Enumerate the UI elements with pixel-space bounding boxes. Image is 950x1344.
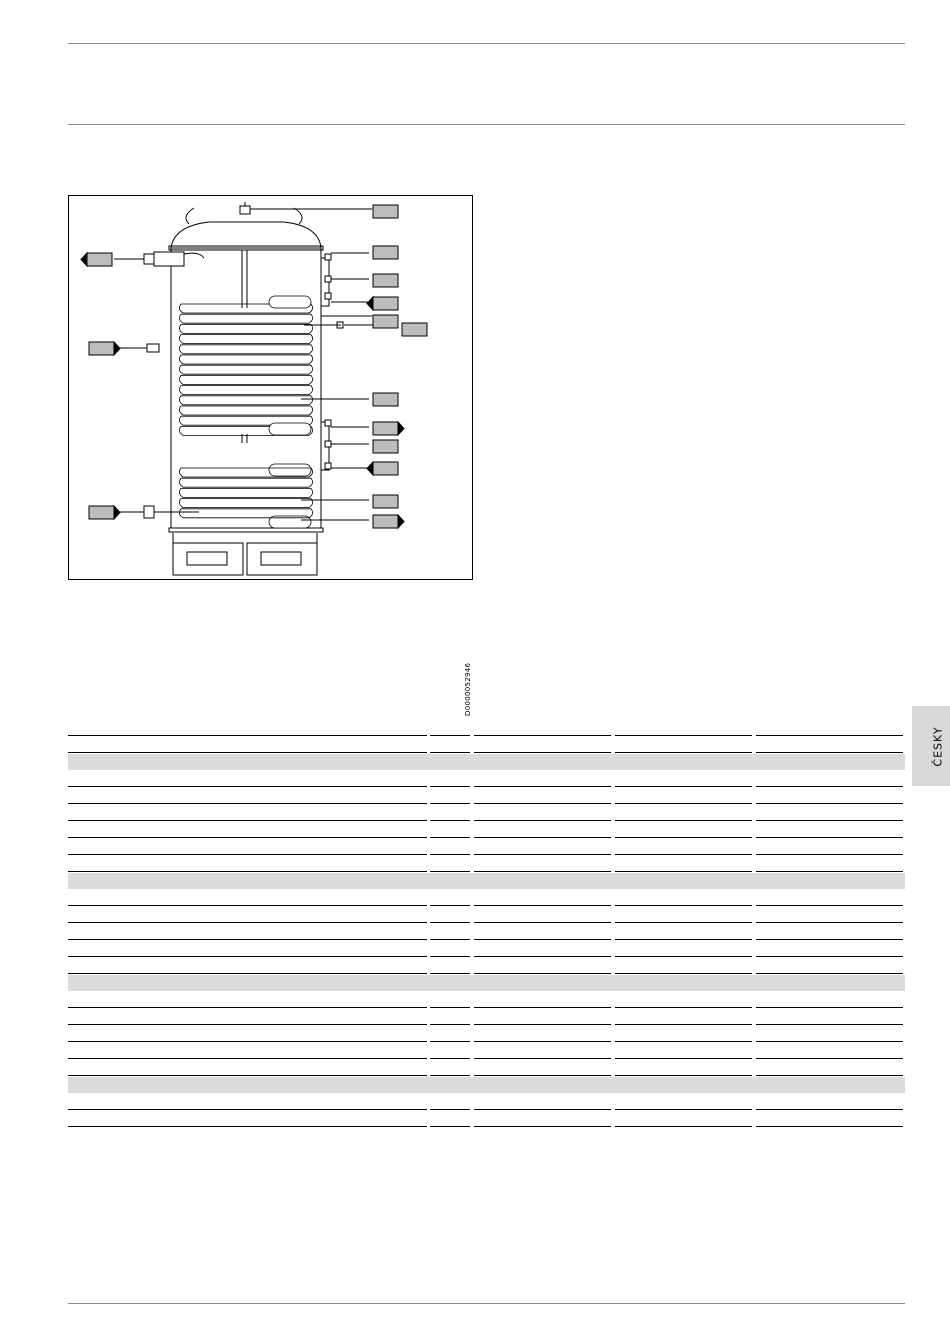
- drawing-code: D0000052946: [464, 662, 472, 716]
- table-section-row: [68, 754, 905, 771]
- flow-arrow-icon: [398, 422, 404, 435]
- technical-data-table: [68, 720, 905, 1128]
- table-cell: [430, 788, 470, 804]
- table-cell: [474, 1009, 611, 1025]
- table-row: [68, 941, 905, 958]
- table-cell: [68, 822, 427, 838]
- table-cell: [68, 958, 427, 974]
- table-cell: [756, 992, 903, 1008]
- table-cell: [430, 890, 470, 906]
- table-cell: [615, 720, 752, 736]
- figure-label-box: [89, 342, 114, 355]
- table-cell: [756, 771, 903, 787]
- table-section-row: [68, 873, 905, 890]
- figure-label-box: [373, 205, 398, 218]
- header-rule: [68, 124, 905, 125]
- table-cell: [474, 941, 611, 957]
- table-section-row: [68, 1077, 905, 1094]
- table-cell: [756, 1111, 903, 1127]
- table-cell: [68, 1043, 427, 1059]
- table-cell: [615, 805, 752, 821]
- table-cell: [615, 1026, 752, 1042]
- table-cell: [474, 958, 611, 974]
- table-cell: [615, 1043, 752, 1059]
- table-cell: [756, 1009, 903, 1025]
- table-cell: [474, 720, 611, 736]
- figure-label-box: [373, 393, 398, 406]
- table-cell: [68, 805, 427, 821]
- section-band: [68, 873, 905, 889]
- table-cell: [474, 992, 611, 1008]
- table-cell: [615, 1009, 752, 1025]
- table-cell: [68, 1060, 427, 1076]
- tank-diagram: [68, 195, 473, 716]
- section-band: [68, 754, 905, 770]
- table-cell: [615, 890, 752, 906]
- flow-arrow-icon: [114, 506, 120, 519]
- coil-connection: [269, 423, 311, 435]
- table-row: [68, 1111, 905, 1128]
- table-cell: [615, 1111, 752, 1127]
- table-cell: [756, 805, 903, 821]
- table-cell: [615, 822, 752, 838]
- table-cell: [68, 907, 427, 923]
- table-cell: [756, 737, 903, 753]
- flow-arrow-icon: [398, 515, 404, 528]
- table-cell: [615, 839, 752, 855]
- figure-label-box: [402, 323, 427, 336]
- tank-drawing: [69, 196, 474, 581]
- flow-arrow-icon: [114, 342, 120, 355]
- language-tab[interactable]: [912, 706, 950, 786]
- flow-arrow-icon: [367, 297, 373, 310]
- table-cell: [474, 737, 611, 753]
- figure-label-box: [373, 515, 398, 528]
- figure-label-box: [373, 422, 398, 435]
- table-cell: [474, 805, 611, 821]
- table-cell: [615, 958, 752, 974]
- table-cell: [68, 737, 427, 753]
- table-cell: [68, 941, 427, 957]
- table-cell: [474, 1026, 611, 1042]
- figure-label-box: [373, 462, 398, 475]
- table-row: [68, 1043, 905, 1060]
- table-cell: [430, 822, 470, 838]
- table-cell: [756, 958, 903, 974]
- table-cell: [474, 924, 611, 940]
- table-cell: [615, 992, 752, 1008]
- table-row: [68, 856, 905, 873]
- table-cell: [615, 924, 752, 940]
- table-cell: [430, 1111, 470, 1127]
- table-cell: [756, 822, 903, 838]
- table-row: [68, 924, 905, 941]
- figure-label-box: [373, 297, 398, 310]
- figure-label-box: [87, 253, 112, 266]
- table-section-row: [68, 975, 905, 992]
- table-cell: [756, 890, 903, 906]
- table-row: [68, 788, 905, 805]
- table-cell: [430, 1043, 470, 1059]
- language-tab-label: ČESKY: [931, 726, 945, 767]
- table-cell: [756, 1026, 903, 1042]
- table-cell: [68, 839, 427, 855]
- table-cell: [756, 839, 903, 855]
- table-cell: [68, 992, 427, 1008]
- figure-label-box: [373, 495, 398, 508]
- section-band: [68, 975, 905, 991]
- table-cell: [474, 1060, 611, 1076]
- table-cell: [68, 890, 427, 906]
- table-cell: [756, 1060, 903, 1076]
- table-cell: [615, 941, 752, 957]
- table-cell: [68, 720, 427, 736]
- table-cell: [474, 822, 611, 838]
- table-cell: [756, 1094, 903, 1110]
- flow-arrow-icon: [81, 253, 87, 266]
- table-cell: [430, 1026, 470, 1042]
- table-row: [68, 1026, 905, 1043]
- table-cell: [474, 771, 611, 787]
- table-cell: [756, 941, 903, 957]
- figure-label-box: [373, 246, 398, 259]
- flow-arrow-icon: [367, 462, 373, 475]
- table-cell: [68, 856, 427, 872]
- table-cell: [430, 1009, 470, 1025]
- table-cell: [430, 737, 470, 753]
- table-cell: [615, 1094, 752, 1110]
- table-row: [68, 890, 905, 907]
- section-band: [68, 1077, 905, 1093]
- table-cell: [615, 771, 752, 787]
- figure-label-box: [373, 315, 398, 328]
- table-cell: [756, 788, 903, 804]
- table-row: [68, 1009, 905, 1026]
- table-cell: [615, 1060, 752, 1076]
- table-cell: [474, 1111, 611, 1127]
- table-cell: [474, 1094, 611, 1110]
- table-cell: [68, 1009, 427, 1025]
- table-cell: [430, 958, 470, 974]
- table-cell: [756, 856, 903, 872]
- table-cell: [430, 941, 470, 957]
- table-row: [68, 805, 905, 822]
- table-cell: [68, 924, 427, 940]
- top-rule: [68, 43, 905, 44]
- table-cell: [474, 856, 611, 872]
- table-cell: [474, 788, 611, 804]
- table-cell: [430, 1094, 470, 1110]
- table-cell: [615, 856, 752, 872]
- table-header-row: [68, 720, 905, 737]
- table-cell: [756, 1043, 903, 1059]
- table-cell: [756, 720, 903, 736]
- table-row: [68, 958, 905, 975]
- table-cell: [430, 720, 470, 736]
- table-cell: [474, 890, 611, 906]
- table-cell: [430, 992, 470, 1008]
- table-cell: [430, 907, 470, 923]
- table-cell: [430, 856, 470, 872]
- table-cell: [430, 924, 470, 940]
- footer-rule: [68, 1303, 905, 1304]
- table-cell: [68, 1094, 427, 1110]
- table-cell: [430, 771, 470, 787]
- table-cell: [68, 1026, 427, 1042]
- coil-connection: [269, 464, 311, 476]
- table-row: [68, 1094, 905, 1111]
- table-row: [68, 1060, 905, 1077]
- table-cell: [430, 1060, 470, 1076]
- table-cell: [756, 907, 903, 923]
- table-cell: [756, 924, 903, 940]
- table-row: [68, 737, 905, 754]
- table-cell: [430, 805, 470, 821]
- table-cell: [68, 1111, 427, 1127]
- figure-label-box: [373, 440, 398, 453]
- table-cell: [430, 839, 470, 855]
- table-cell: [474, 1043, 611, 1059]
- figure-label-box: [89, 506, 114, 519]
- table-row: [68, 822, 905, 839]
- table-cell: [68, 788, 427, 804]
- table-cell: [474, 907, 611, 923]
- table-cell: [615, 737, 752, 753]
- table-row: [68, 992, 905, 1009]
- table-cell: [615, 907, 752, 923]
- table-row: [68, 907, 905, 924]
- table-cell: [68, 771, 427, 787]
- table-cell: [474, 839, 611, 855]
- table-row: [68, 839, 905, 856]
- figure-label-box: [373, 274, 398, 287]
- table-cell: [615, 788, 752, 804]
- table-row: [68, 771, 905, 788]
- coil-connection: [269, 296, 311, 308]
